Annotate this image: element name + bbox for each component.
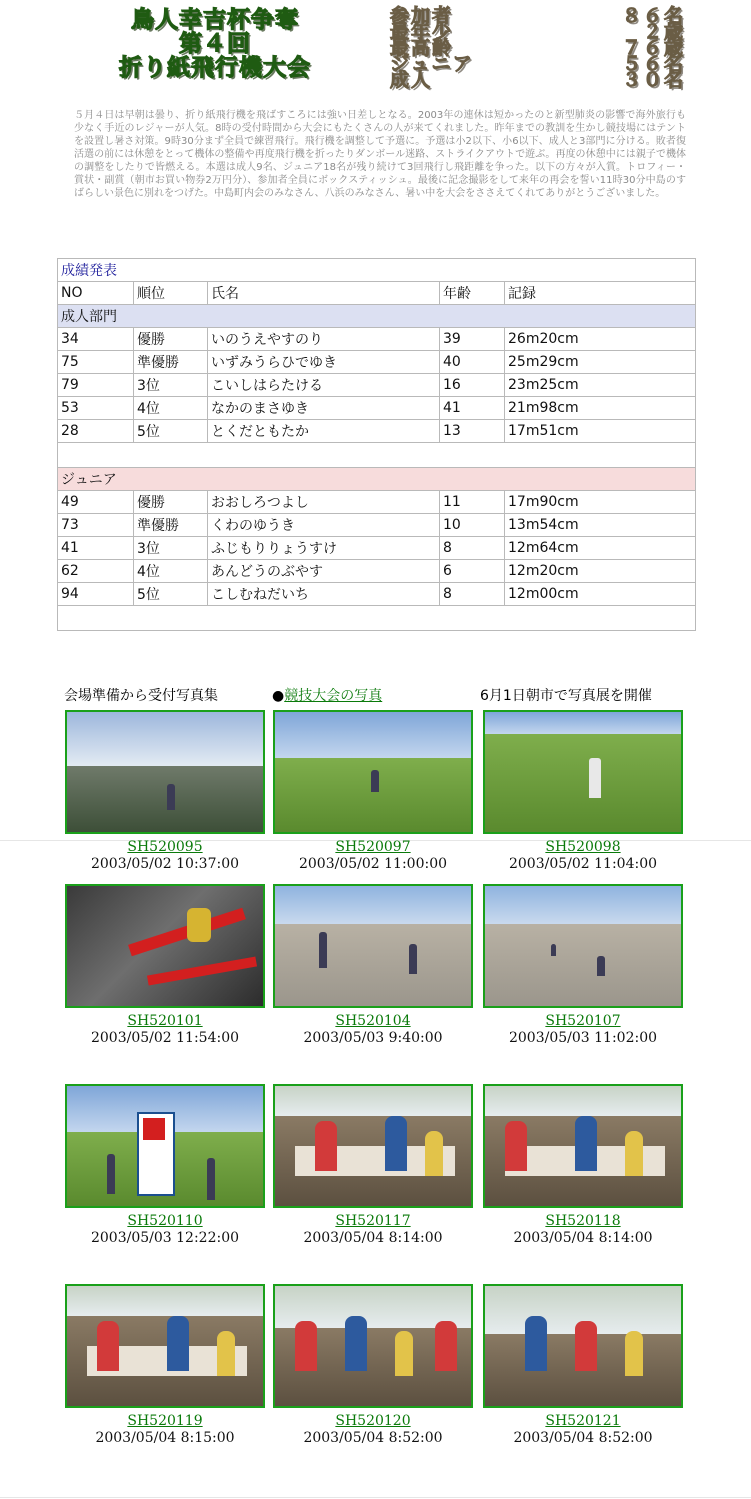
stat-youngest: 最年少 ２歳 <box>390 21 685 43</box>
photo-item <box>483 1084 683 1247</box>
photo-thumbnail[interactable] <box>65 884 265 1008</box>
photo-item <box>65 1284 265 1447</box>
photo-item <box>65 884 265 1047</box>
photo-date: 2003/05/04 8:52:00 <box>303 1430 443 1446</box>
stat-participants: 参加者 ８６名 <box>390 5 685 27</box>
photo-item <box>273 1284 473 1447</box>
header-record: 記録 <box>505 282 696 305</box>
photo-link[interactable]: SH520121 <box>545 1413 621 1429</box>
photo-date: 2003/05/03 11:02:00 <box>508 1030 658 1046</box>
photo-link[interactable]: SH520104 <box>335 1013 411 1029</box>
photo-link[interactable]: SH520120 <box>335 1413 411 1429</box>
caption-setup: 会場準備から受付写真集 <box>64 688 218 704</box>
photo-date: 2003/05/03 9:40:00 <box>303 1030 443 1046</box>
divider <box>0 1497 751 1498</box>
competition-photos-link[interactable]: 競技大会の写真 <box>284 688 383 704</box>
photo-item <box>65 1084 265 1247</box>
banner-title-line: 折り紙飛行機大会 <box>119 55 311 81</box>
photo-date: 2003/05/02 11:54:00 <box>90 1030 240 1046</box>
photo-thumbnail[interactable] <box>483 710 683 834</box>
banner-title <box>55 8 375 80</box>
banner-title-line: 第４回 <box>179 31 251 57</box>
photo-date: 2003/05/04 8:52:00 <box>513 1430 653 1446</box>
photo-link[interactable]: SH520118 <box>545 1213 621 1229</box>
stat-oldest: 最高齢 ７６歳 <box>390 37 685 59</box>
table-row: 34 優勝 いのうえやすのり 39 26m20cm <box>58 328 696 351</box>
stat-adult: 成人 ３０名 <box>390 69 685 91</box>
photo-item <box>483 710 683 873</box>
photo-link[interactable]: SH520097 <box>335 839 411 855</box>
blank-row <box>58 443 696 468</box>
photo-link[interactable]: SH520107 <box>545 1013 621 1029</box>
photo-thumbnail[interactable] <box>483 884 683 1008</box>
photo-date: 2003/05/03 12:22:00 <box>90 1230 240 1246</box>
photo-thumbnail[interactable] <box>273 1084 473 1208</box>
photo-item <box>273 884 473 1047</box>
photo-thumbnail[interactable] <box>65 1284 265 1408</box>
table-row: 49 優勝 おおしろつよし 11 17m90cm <box>58 491 696 514</box>
photo-link[interactable]: SH520110 <box>127 1213 203 1229</box>
results-table <box>57 258 696 631</box>
section-adult: 成人部門 <box>58 305 696 328</box>
table-row: 94 5位 こしむねだいち 8 12m00cm <box>58 583 696 606</box>
photo-item <box>273 710 473 873</box>
blank-row <box>58 606 696 631</box>
table-row: 73 準優勝 くわのゆうき 10 13m54cm <box>58 514 696 537</box>
photo-item <box>483 884 683 1047</box>
photo-date: 2003/05/04 8:14:00 <box>303 1230 443 1246</box>
table-row: 75 準優勝 いずみうらひでゆき 40 25m29cm <box>58 351 696 374</box>
photo-thumbnail[interactable] <box>483 1284 683 1408</box>
photo-thumbnail[interactable] <box>65 1084 265 1208</box>
photo-item <box>65 710 265 873</box>
photo-item <box>483 1284 683 1447</box>
photo-date: 2003/05/02 11:04:00 <box>508 856 658 872</box>
photo-date: 2003/05/02 11:00:00 <box>298 856 448 872</box>
caption-competition <box>272 685 382 705</box>
table-row: 28 5位 とくだともたか 13 17m51cm <box>58 420 696 443</box>
photo-thumbnail[interactable] <box>273 1284 473 1408</box>
photo-item <box>273 1084 473 1247</box>
caption-exhibition: 6月1日朝市で写真展を開催 <box>480 688 652 704</box>
photo-link[interactable]: SH520117 <box>335 1213 411 1229</box>
photo-thumbnail[interactable] <box>273 710 473 834</box>
photo-date: 2003/05/04 8:14:00 <box>513 1230 653 1246</box>
banner-stats <box>390 5 685 91</box>
header-no: NO <box>58 282 134 305</box>
bullet-icon: ● <box>272 688 285 704</box>
banner-title-line: 鳥人幸吉杯争奪 <box>131 7 299 33</box>
table-row: 62 4位 あんどうのぶやす 6 12m20cm <box>58 560 696 583</box>
table-row: 79 3位 こいしはらたける 16 23m25cm <box>58 374 696 397</box>
table-header-row <box>58 282 696 305</box>
photo-link[interactable]: SH520119 <box>127 1413 203 1429</box>
photo-link[interactable]: SH520098 <box>545 839 621 855</box>
photo-thumbnail[interactable] <box>273 884 473 1008</box>
photo-link[interactable]: SH520095 <box>127 839 203 855</box>
photo-link[interactable]: SH520101 <box>127 1013 203 1029</box>
results-title: 成績発表 <box>58 259 696 282</box>
header-age: 年齢 <box>440 282 505 305</box>
section-junior: ジュニア <box>58 468 696 491</box>
header-name: 氏名 <box>208 282 440 305</box>
header-banner <box>55 5 685 91</box>
header-rank: 順位 <box>134 282 208 305</box>
intro-paragraph: ５月４日は早朝は曇り、折り紙飛行機を飛ばすころには強い日差しとなる。2003年の連休は短かったのと新型肺炎の影響で海外旅行も少なく手近のレジャーが人気。8時の受付時間から大会にもたくさんの人が来てくれました。昨年までの教訓を生かし競技場にはテントを設置し暑さ対策。9時30分まず全員で練習飛行。飛行機を調整して予選に。予選は小2以下、小6以下、成人と3部門に分ける。敗者復活選の前には休憩をとって機体の整備や再度飛行機を折ったりダンボール迷路、ストライクアウトで遊ぶ。再度の休憩中には親子で機体の調整をしたりで皆燃える。本選は成人9名、ジュニア18名が残り続けて3回飛行し飛距離を争った。以下の方々が入賞。トロフィー・賞状・副賞（朝市お買い物券2万円分）、参加者全員にボックスティッシュ。最後に記念撮影をして来年の再会を誓い11時30分中島のすばらしい景色に別れをつげた。中島町内会のみなさん、八浜のみなさん、暑い中を大会をささえてくれてありがとうございました。 <box>74 110 686 199</box>
table-row: 53 4位 なかのまさゆき 41 21m98cm <box>58 397 696 420</box>
photo-date: 2003/05/04 8:15:00 <box>95 1430 235 1446</box>
stat-junior: ジュニア ５６名 <box>390 53 685 75</box>
table-row: 41 3位 ふじもりりょうすけ 8 12m64cm <box>58 537 696 560</box>
photo-date: 2003/05/02 10:37:00 <box>90 856 240 872</box>
photo-thumbnail[interactable] <box>65 710 265 834</box>
photo-thumbnail[interactable] <box>483 1084 683 1208</box>
